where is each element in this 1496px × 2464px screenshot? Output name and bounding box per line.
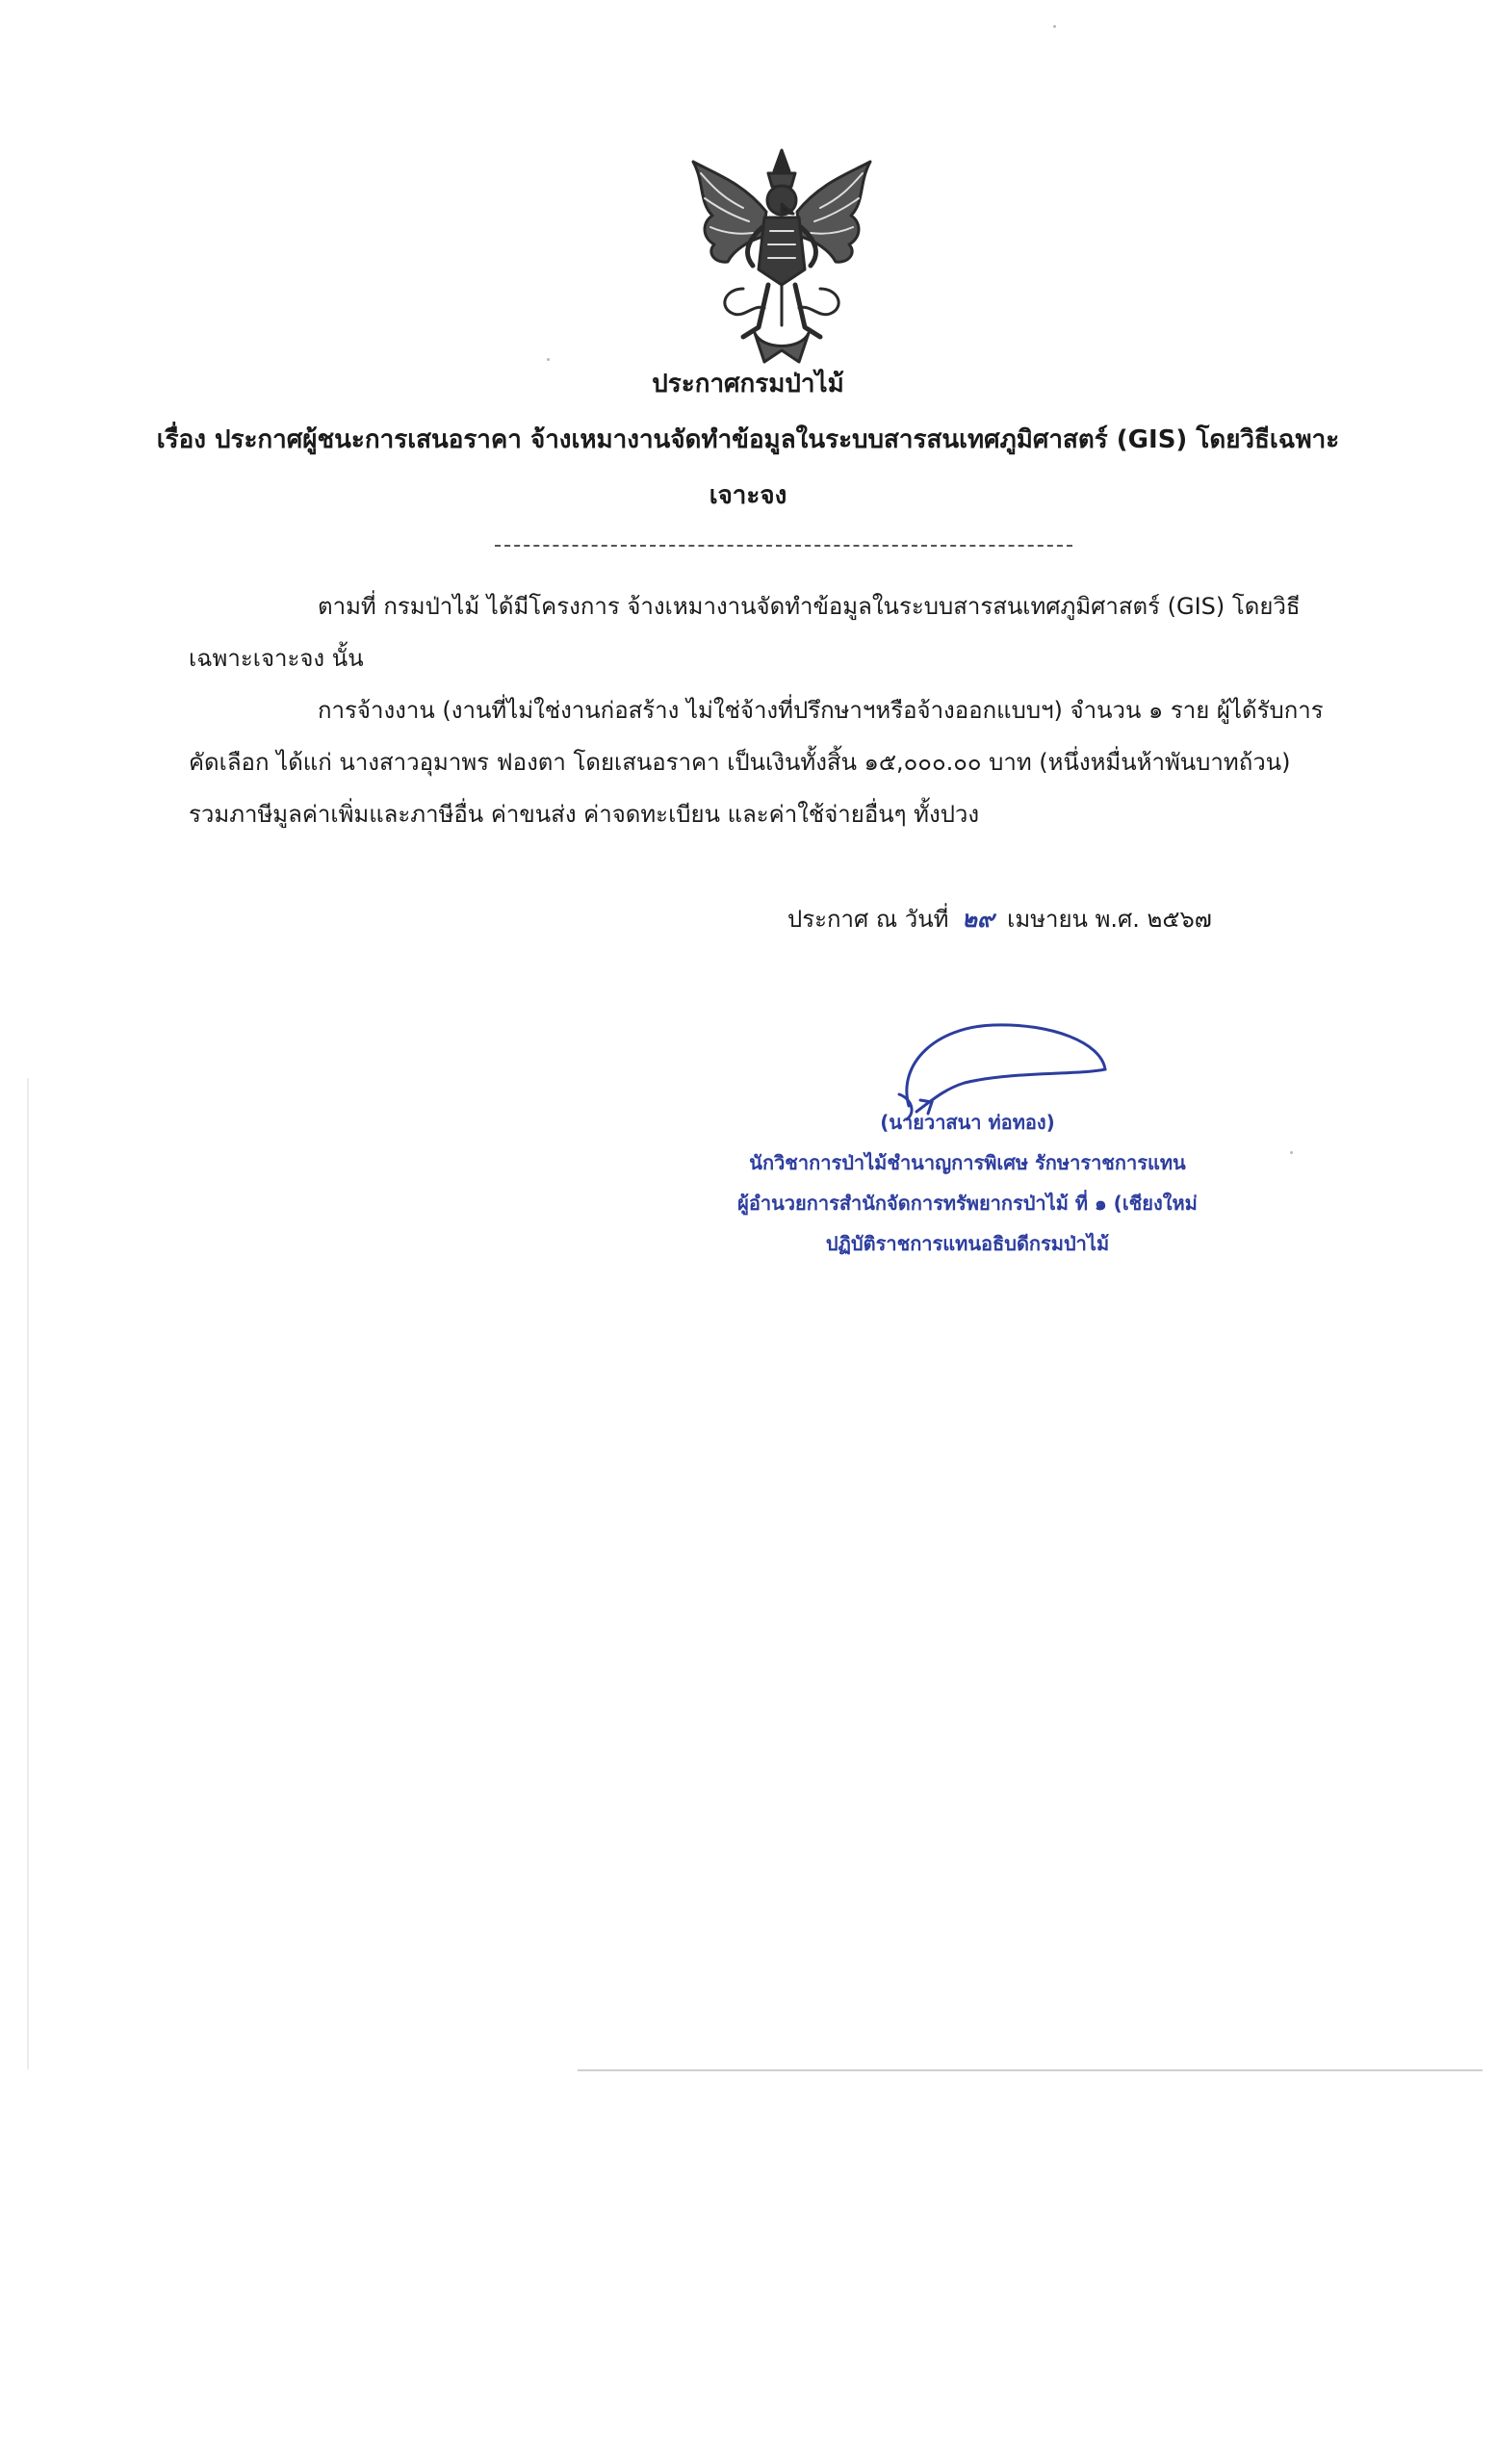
signatory-position-3: ปฏิบัติราชการแทนอธิบดีกรมป่าไม้ — [825, 1232, 1110, 1255]
scan-edge-left — [27, 1078, 29, 2069]
scan-speck — [1053, 25, 1056, 28]
signatory-position-2: ผู้อำนวยการสำนักจัดการทรัพยากรป่าไม้ ที่ ๑ (เชียงใหม่ — [737, 1192, 1198, 1215]
scan-speck — [1290, 1151, 1293, 1154]
issuer-title: ประกาศกรมป่าไม้ — [652, 370, 844, 398]
paragraph-2-line-2: คัดเลือก ได้แก่ นางสาวอุมาพร ฟองตา โดยเสนอราคา เป็นเงินทั้งสิ้น ๑๕,๐๐๐.๐๐ บาท (หนึ่งหมื่นห้าพันบาทถ้วน) — [189, 749, 1291, 776]
announcement-date — [787, 900, 1212, 937]
garuda-emblem-icon — [685, 144, 878, 368]
paragraph-1-line-1: ตามที่ กรมป่าไม้ ได้มีโครงการ จ้างเหมางานจัดทำข้อมูลในระบบสารสนเทศภูมิศาสตร์ (GIS) โดยวิธี — [318, 593, 1301, 620]
subject-line-1: เรื่อง ประกาศผู้ชนะการเสนอราคา จ้างเหมางานจัดทำข้อมูลในระบบสารสนเทศภูมิศาสตร์ (GIS) โดยวิธีเฉพาะ — [156, 425, 1340, 454]
paragraph-1-line-2: เฉพาะเจาะจง นั้น — [189, 645, 364, 672]
paragraph-2-line-1: การจ้างงาน (งานที่ไม่ใช่งานก่อสร้าง ไม่ใช่จ้างที่ปรึกษาฯหรือจ้างออกแบบฯ) จำนวน ๑ ราย ผู้ได้รับการ — [318, 697, 1324, 724]
signatory-position-1: นักวิชาการป่าไม้ชำนาญการพิเศษ รักษาราชการแทน — [749, 1151, 1186, 1174]
date-month-year: เมษายน พ.ศ. ๒๕๖๗ — [1007, 906, 1212, 933]
subject-line-2: เจาะจง — [709, 481, 787, 510]
signatory-name: (นายวาสนา ท่อทอง) — [880, 1111, 1055, 1134]
scan-speck — [547, 358, 550, 361]
date-prefix: ประกาศ ณ วันที่ — [787, 906, 949, 933]
scan-edge-bottom — [578, 2069, 1483, 2071]
date-day-handwritten: ๒๙ — [962, 906, 994, 933]
paragraph-2-line-3: รวมภาษีมูลค่าเพิ่มและภาษีอื่น ค่าขนส่ง ค่าจดทะเบียน และค่าใช้จ่ายอื่นๆ ทั้งปวง — [189, 801, 980, 828]
dashed-divider — [495, 545, 1072, 547]
